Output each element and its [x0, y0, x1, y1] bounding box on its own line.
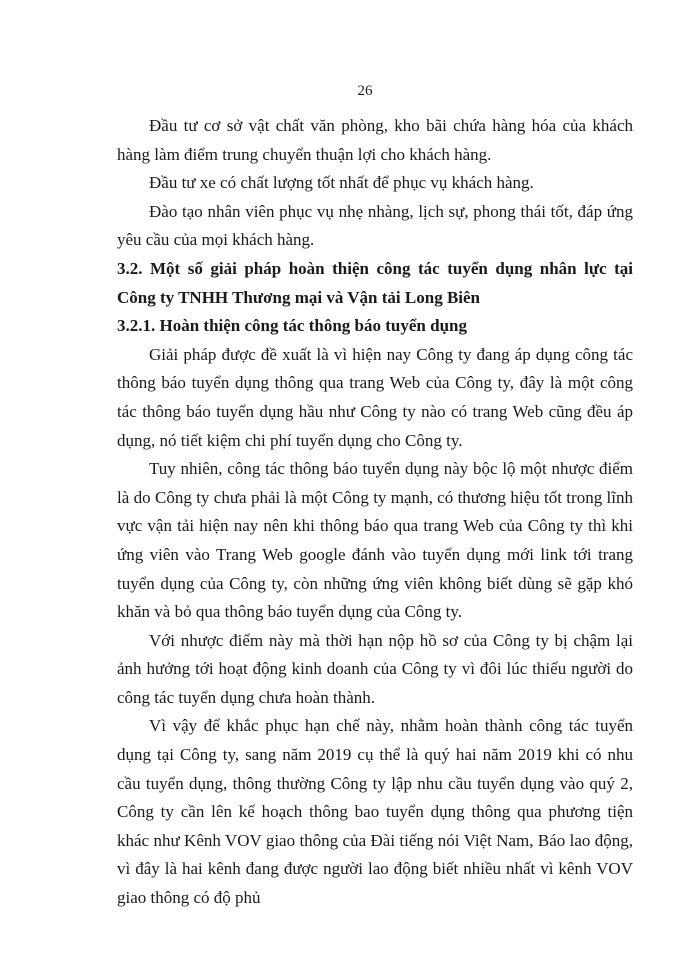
page-number: 26: [357, 83, 373, 99]
paragraph: Tuy nhiên, công tác thông báo tuyển dụng này bộc lộ một nhược điểm là do Công ty chưa phải là một Công ty mạnh, có thương hiệu tốt trong lĩnh vực vận tải hiện nay nên khi thông báo qua trang Web của Công ty thì khi ứng viên vào Trang Web google đánh vào tuyển dụng mới link tới trang tuyển dụng của Công ty, còn những ứng viên không biết dùng sẽ gặp khó khăn và bỏ qua thông báo tuyển dụng của Công ty.: [117, 459, 633, 622]
subsection-heading: 3.2.1. Hoàn thiện công tác thông báo tuyển dụng: [117, 316, 467, 336]
document-body: [117, 112, 633, 913]
paragraph: Đầu tư xe có chất lượng tốt nhất để phục vụ khách hàng.: [149, 173, 534, 193]
paragraph: Vì vậy để khắc phục hạn chế này, nhằm hoàn thành công tác tuyển dụng tại Công ty, sang năm 2019 cụ thể là quý hai năm 2019 khi có nhu cầu tuyển dụng, thông thường Công ty lập nhu cầu tuyển dụng vào quý 2, Công ty cần lên kế hoạch thông bao tuyển dụng thông qua phương tiện khác như Kênh VOV giao thông của Đài tiếng nói Việt Nam, Báo lao động, vì đây là hai kênh đang được người lao động biết nhiều nhất vì kênh VOV giao thông có độ phủ: [117, 716, 633, 908]
paragraph: Giải pháp được đề xuất là vì hiện nay Công ty đang áp dụng công tác thông báo tuyển dụng thông qua trang Web của Công ty, đây là một công tác thông báo tuyển dụng hầu như Công ty nào có trang Web cũng đều áp dụng, nó tiết kiệm chi phí tuyển dụng cho Công ty.: [117, 344, 633, 450]
paragraph: Với nhược điểm này mà thời hạn nộp hồ sơ của Công ty bị chậm lại ảnh hưởng tới hoạt động kinh doanh của Công ty vì đôi lúc thiếu người do công tác tuyển dụng chưa hoàn thành.: [117, 630, 633, 707]
paragraph: Đầu tư cơ sở vật chất văn phòng, kho bãi chứa hàng hóa của khách hàng làm điểm trung chuyển thuận lợi cho khách hàng.: [117, 116, 633, 164]
section-heading: 3.2. Một số giải pháp hoàn thiện công tác tuyển dụng nhân lực tại Công ty TNHH Thương mại và Vận tải Long Biên: [117, 258, 633, 307]
paragraph: Đào tạo nhân viên phục vụ nhẹ nhàng, lịch sự, phong thái tốt, đáp ứng yêu cầu của mọi khách hàng.: [117, 201, 633, 250]
